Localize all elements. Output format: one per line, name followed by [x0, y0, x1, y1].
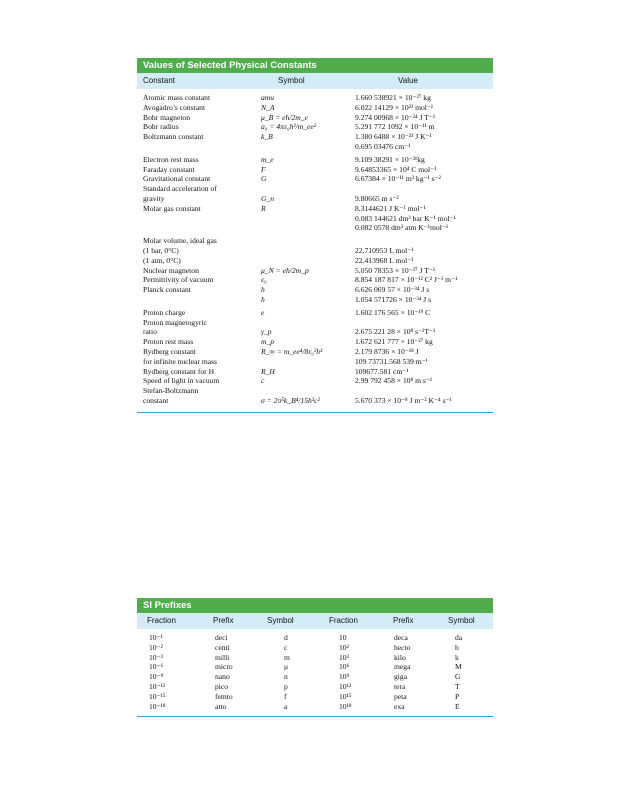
constant-value: 2.179 8736 × 10⁻¹⁸ J: [355, 346, 419, 356]
constant-value: 9.109 38291 × 10⁻³¹kg: [355, 154, 425, 164]
constant-symbol: m_p: [261, 337, 275, 347]
constant-value: 0.695 03476 cm⁻¹: [355, 141, 411, 151]
constants-row: [137, 184, 493, 194]
prefix-cell: micro: [215, 662, 233, 672]
constants-row: [137, 165, 493, 175]
prefix-cell: deca: [394, 633, 408, 642]
constant-value: 2.675 221 28 × 10⁸ s⁻¹T⁻¹: [355, 327, 436, 337]
header-symbol-1: Symbol: [267, 616, 294, 625]
constant-name: Gravitational constant: [143, 174, 211, 184]
symbol-cell: P: [455, 691, 460, 701]
fraction-cell: 10⁹: [339, 672, 350, 682]
constant-name: Rydberg constant: [143, 346, 196, 356]
constant-symbol: γ_p: [261, 327, 272, 337]
constants-row: [137, 266, 493, 276]
header-fraction-1: Fraction: [147, 616, 176, 625]
constant-name: Nuclear magneton: [143, 265, 199, 275]
constant-value: 22.710953 L mol⁻¹: [355, 245, 414, 255]
constants-row: [137, 327, 493, 337]
prefix-cell: nano: [215, 672, 230, 682]
prefix-cell: exa: [394, 701, 405, 711]
prefix-cell: peta: [394, 691, 407, 701]
constant-name: Boltzmann constant: [143, 132, 204, 142]
prefix-cell: kilo: [394, 652, 406, 662]
constants-row: [137, 308, 493, 318]
constant-symbol: N_A: [261, 102, 275, 112]
prefix-cell: femto: [215, 691, 233, 701]
constants-row: [137, 367, 493, 377]
constant-value: 1.602 176 565 × 10⁻¹⁹ C: [355, 307, 431, 317]
constants-row: [137, 155, 493, 165]
constant-symbol: k_B: [261, 132, 273, 142]
constant-symbol: ħ: [261, 294, 265, 304]
fraction-cell: 10⁻²: [149, 642, 163, 652]
header-fraction-2: Fraction: [329, 616, 358, 625]
constant-value: 1.380 6488 × 10⁻²³ J K⁻¹: [355, 132, 432, 142]
constants-row: [137, 256, 493, 266]
symbol-cell: h: [455, 642, 459, 652]
constant-value: 5.670 373 × 10⁻⁸ J m⁻² K⁻⁴ s⁻¹: [355, 395, 452, 405]
prefix-cell: milli: [215, 652, 230, 662]
constant-value: 9.80665 m s⁻²: [355, 193, 399, 203]
fraction-cell: 10⁻¹: [149, 633, 163, 642]
header-value: Value: [398, 76, 418, 85]
constant-value: 109677.581 cm⁻¹: [355, 366, 409, 376]
prefix-row: [137, 653, 493, 663]
symbol-cell: n: [284, 672, 288, 682]
constants-row: [137, 236, 493, 246]
header-prefix-2: Prefix: [393, 616, 414, 625]
constant-symbol: ε₀: [261, 275, 267, 285]
constant-symbol: σ = 2π⁵k_B⁴/15h³c²: [261, 395, 320, 405]
constants-row: [137, 174, 493, 184]
constant-name: Bohr radius: [143, 122, 179, 132]
constant-name: Electron rest mass: [143, 154, 199, 164]
prefix-cell: atto: [215, 701, 227, 711]
constants-table: [137, 58, 493, 413]
constant-value: 1.660 538921 × 10⁻²⁷ kg: [355, 93, 431, 102]
constant-value: 9.274 00968 × 10⁻²⁴ J T⁻¹: [355, 112, 436, 122]
constant-symbol: R_H: [261, 366, 275, 376]
constant-symbol: amu: [261, 93, 275, 102]
header-prefix-1: Prefix: [213, 616, 234, 625]
constants-row: [137, 223, 493, 233]
symbol-cell: μ: [284, 662, 289, 672]
fraction-cell: 10³: [339, 652, 349, 662]
constants-row: [137, 246, 493, 256]
fraction-cell: 10⁻³: [149, 652, 163, 662]
constants-row: [137, 113, 493, 123]
constant-symbol: F: [261, 164, 266, 174]
constant-name: Standard acceleration of: [143, 184, 217, 194]
constants-row: [137, 318, 493, 328]
prefix-cell: mega: [394, 662, 411, 672]
constant-symbol: R: [261, 203, 266, 213]
prefix-row: [137, 643, 493, 653]
symbol-cell: p: [284, 681, 288, 691]
constant-symbol: a₀ = 4πε₀ħ²/m_ee²: [261, 122, 317, 132]
constants-row: [137, 376, 493, 386]
constant-symbol: R_∞ = m_ee⁴/8ε₀²h³: [261, 346, 323, 356]
symbol-cell: M: [455, 662, 462, 672]
fraction-cell: 10⁻¹⁸: [149, 701, 166, 711]
constant-value: 6.67384 × 10⁻¹¹ m³ kg⁻¹ s⁻²: [355, 174, 441, 184]
prefix-row: [137, 672, 493, 682]
prefix-row: [137, 692, 493, 702]
prefix-row: [137, 633, 493, 643]
fraction-cell: 10⁻¹²: [149, 681, 166, 691]
prefix-cell: centi: [215, 642, 230, 652]
constants-row: [137, 347, 493, 357]
constant-symbol: G: [261, 174, 267, 184]
constant-symbol: e: [261, 307, 265, 317]
symbol-cell: E: [455, 701, 460, 711]
constant-name: Planck constant: [143, 285, 191, 295]
constants-row: [137, 357, 493, 367]
header-constant: Constant: [143, 76, 176, 85]
constant-name: Proton rest mass: [143, 337, 194, 347]
symbol-cell: a: [284, 701, 288, 711]
constant-name: Rydberg constant for H: [143, 366, 215, 376]
constant-name: Molar volume, ideal gas: [143, 236, 217, 246]
symbol-cell: k: [455, 652, 459, 662]
constant-name: Bohr magneton: [143, 112, 191, 122]
constants-row: [137, 295, 493, 305]
constant-name: Stefan-Boltzmann: [143, 386, 199, 396]
prefix-cell: tera: [394, 681, 406, 691]
constant-value: 109 73731.568 539 m⁻¹: [355, 356, 428, 366]
constants-row: [137, 396, 493, 406]
constant-name: Proton charge: [143, 307, 186, 317]
constant-symbol: h: [261, 285, 265, 295]
constant-value: 5.291 772 1092 × 10⁻¹¹ m: [355, 122, 435, 132]
prefix-cell: deci: [215, 633, 228, 642]
prefix-row: [137, 682, 493, 692]
constant-name: Faraday constant: [143, 164, 195, 174]
constant-name: Avogadro’s constant: [143, 102, 206, 112]
constant-value: 6.626 069 57 × 10⁻³⁴ J s: [355, 285, 430, 295]
symbol-cell: d: [284, 633, 288, 642]
fraction-cell: 10⁻⁹: [149, 672, 164, 682]
header-symbol: Symbol: [278, 76, 305, 85]
constant-value: 22.413968 L mol⁻¹: [355, 255, 414, 265]
constants-row: [137, 122, 493, 132]
constant-value: 1.054 571726 × 10⁻³⁴ J s: [355, 294, 432, 304]
constants-row: [137, 285, 493, 295]
prefixes-title: SI Prefixes: [137, 598, 493, 613]
constant-value: 9.64853365 × 10⁴ C mol⁻¹: [355, 164, 437, 174]
fraction-cell: 10⁶: [339, 662, 350, 672]
constant-value: 5.050 78353 × 10⁻²⁷ J T⁻¹: [355, 265, 436, 275]
constant-name: (1 bar, 0°C): [143, 245, 179, 255]
constant-name: constant: [143, 395, 169, 405]
symbol-cell: T: [455, 681, 460, 691]
constants-row: [137, 275, 493, 285]
constants-row: [137, 194, 493, 204]
symbol-cell: f: [284, 691, 287, 701]
constants-row: [137, 132, 493, 142]
constants-row: [137, 93, 493, 103]
constant-name: Molar gas constant: [143, 203, 201, 213]
prefix-row: [137, 702, 493, 712]
fraction-cell: 10¹⁸: [339, 701, 352, 711]
constant-name: Speed of light in vacuum: [143, 376, 220, 386]
constants-row: [137, 337, 493, 347]
constant-symbol: c: [261, 376, 265, 386]
constant-symbol: G_n: [261, 193, 275, 203]
fraction-cell: 10⁻¹⁵: [149, 691, 166, 701]
constant-name: Atomic mass constant: [143, 93, 211, 102]
constants-row: [137, 204, 493, 214]
prefixes-header: [137, 613, 493, 629]
fraction-cell: 10⁻⁶: [149, 662, 164, 672]
symbol-cell: da: [455, 633, 463, 642]
fraction-cell: 10¹⁵: [339, 691, 352, 701]
constants-row: [137, 386, 493, 396]
symbol-cell: m: [284, 652, 290, 662]
constant-symbol: m_e: [261, 154, 274, 164]
header-symbol-2: Symbol: [448, 616, 475, 625]
constant-value: 8.854 187 817 × 10⁻¹² C² J⁻¹ m⁻¹: [355, 275, 458, 285]
prefix-cell: pico: [215, 681, 229, 691]
constant-name: ratio: [143, 327, 157, 337]
fraction-cell: 10: [339, 633, 347, 642]
constant-value: 0.083 144621 dm³ bar K⁻¹ mol⁻¹: [355, 213, 456, 223]
constant-value: 0.082 0578 dm³ atm K⁻¹mol⁻¹: [355, 223, 449, 233]
prefixes-body: [137, 629, 493, 717]
constant-value: 1.672 621 777 × 10⁻²⁷ kg: [355, 337, 433, 347]
constant-name: for infinite nuclear mass: [143, 356, 218, 366]
prefix-row: [137, 662, 493, 672]
constant-symbol: μ_B = eħ/2m_e: [261, 112, 308, 122]
constant-name: Permittivity of vacuum: [143, 275, 214, 285]
prefix-cell: giga: [394, 672, 408, 682]
constant-symbol: μ_N = eħ/2m_p: [261, 265, 309, 275]
constants-title: Values of Selected Physical Constants: [137, 58, 493, 73]
constants-row: [137, 103, 493, 113]
prefix-cell: hecto: [394, 642, 411, 652]
constants-row: [137, 214, 493, 224]
fraction-cell: 10²: [339, 642, 349, 652]
symbol-cell: G: [455, 672, 461, 682]
constant-name: Proton magnetogyric: [143, 317, 207, 327]
constants-row: [137, 142, 493, 152]
constants-body: [137, 89, 493, 413]
prefixes-table: [137, 598, 493, 717]
constant-value: 6.022 14129 × 10²³ mol⁻¹: [355, 102, 434, 112]
constant-value: 2.99 792 458 × 10⁸ m s⁻¹: [355, 376, 433, 386]
constant-name: gravity: [143, 193, 165, 203]
constant-value: 8.3144621 J K⁻¹ mol⁻¹: [355, 203, 426, 213]
fraction-cell: 10¹²: [339, 681, 352, 691]
symbol-cell: c: [284, 642, 288, 652]
constants-header: [137, 73, 493, 89]
constant-name: (1 atm, 0°C): [143, 255, 181, 265]
